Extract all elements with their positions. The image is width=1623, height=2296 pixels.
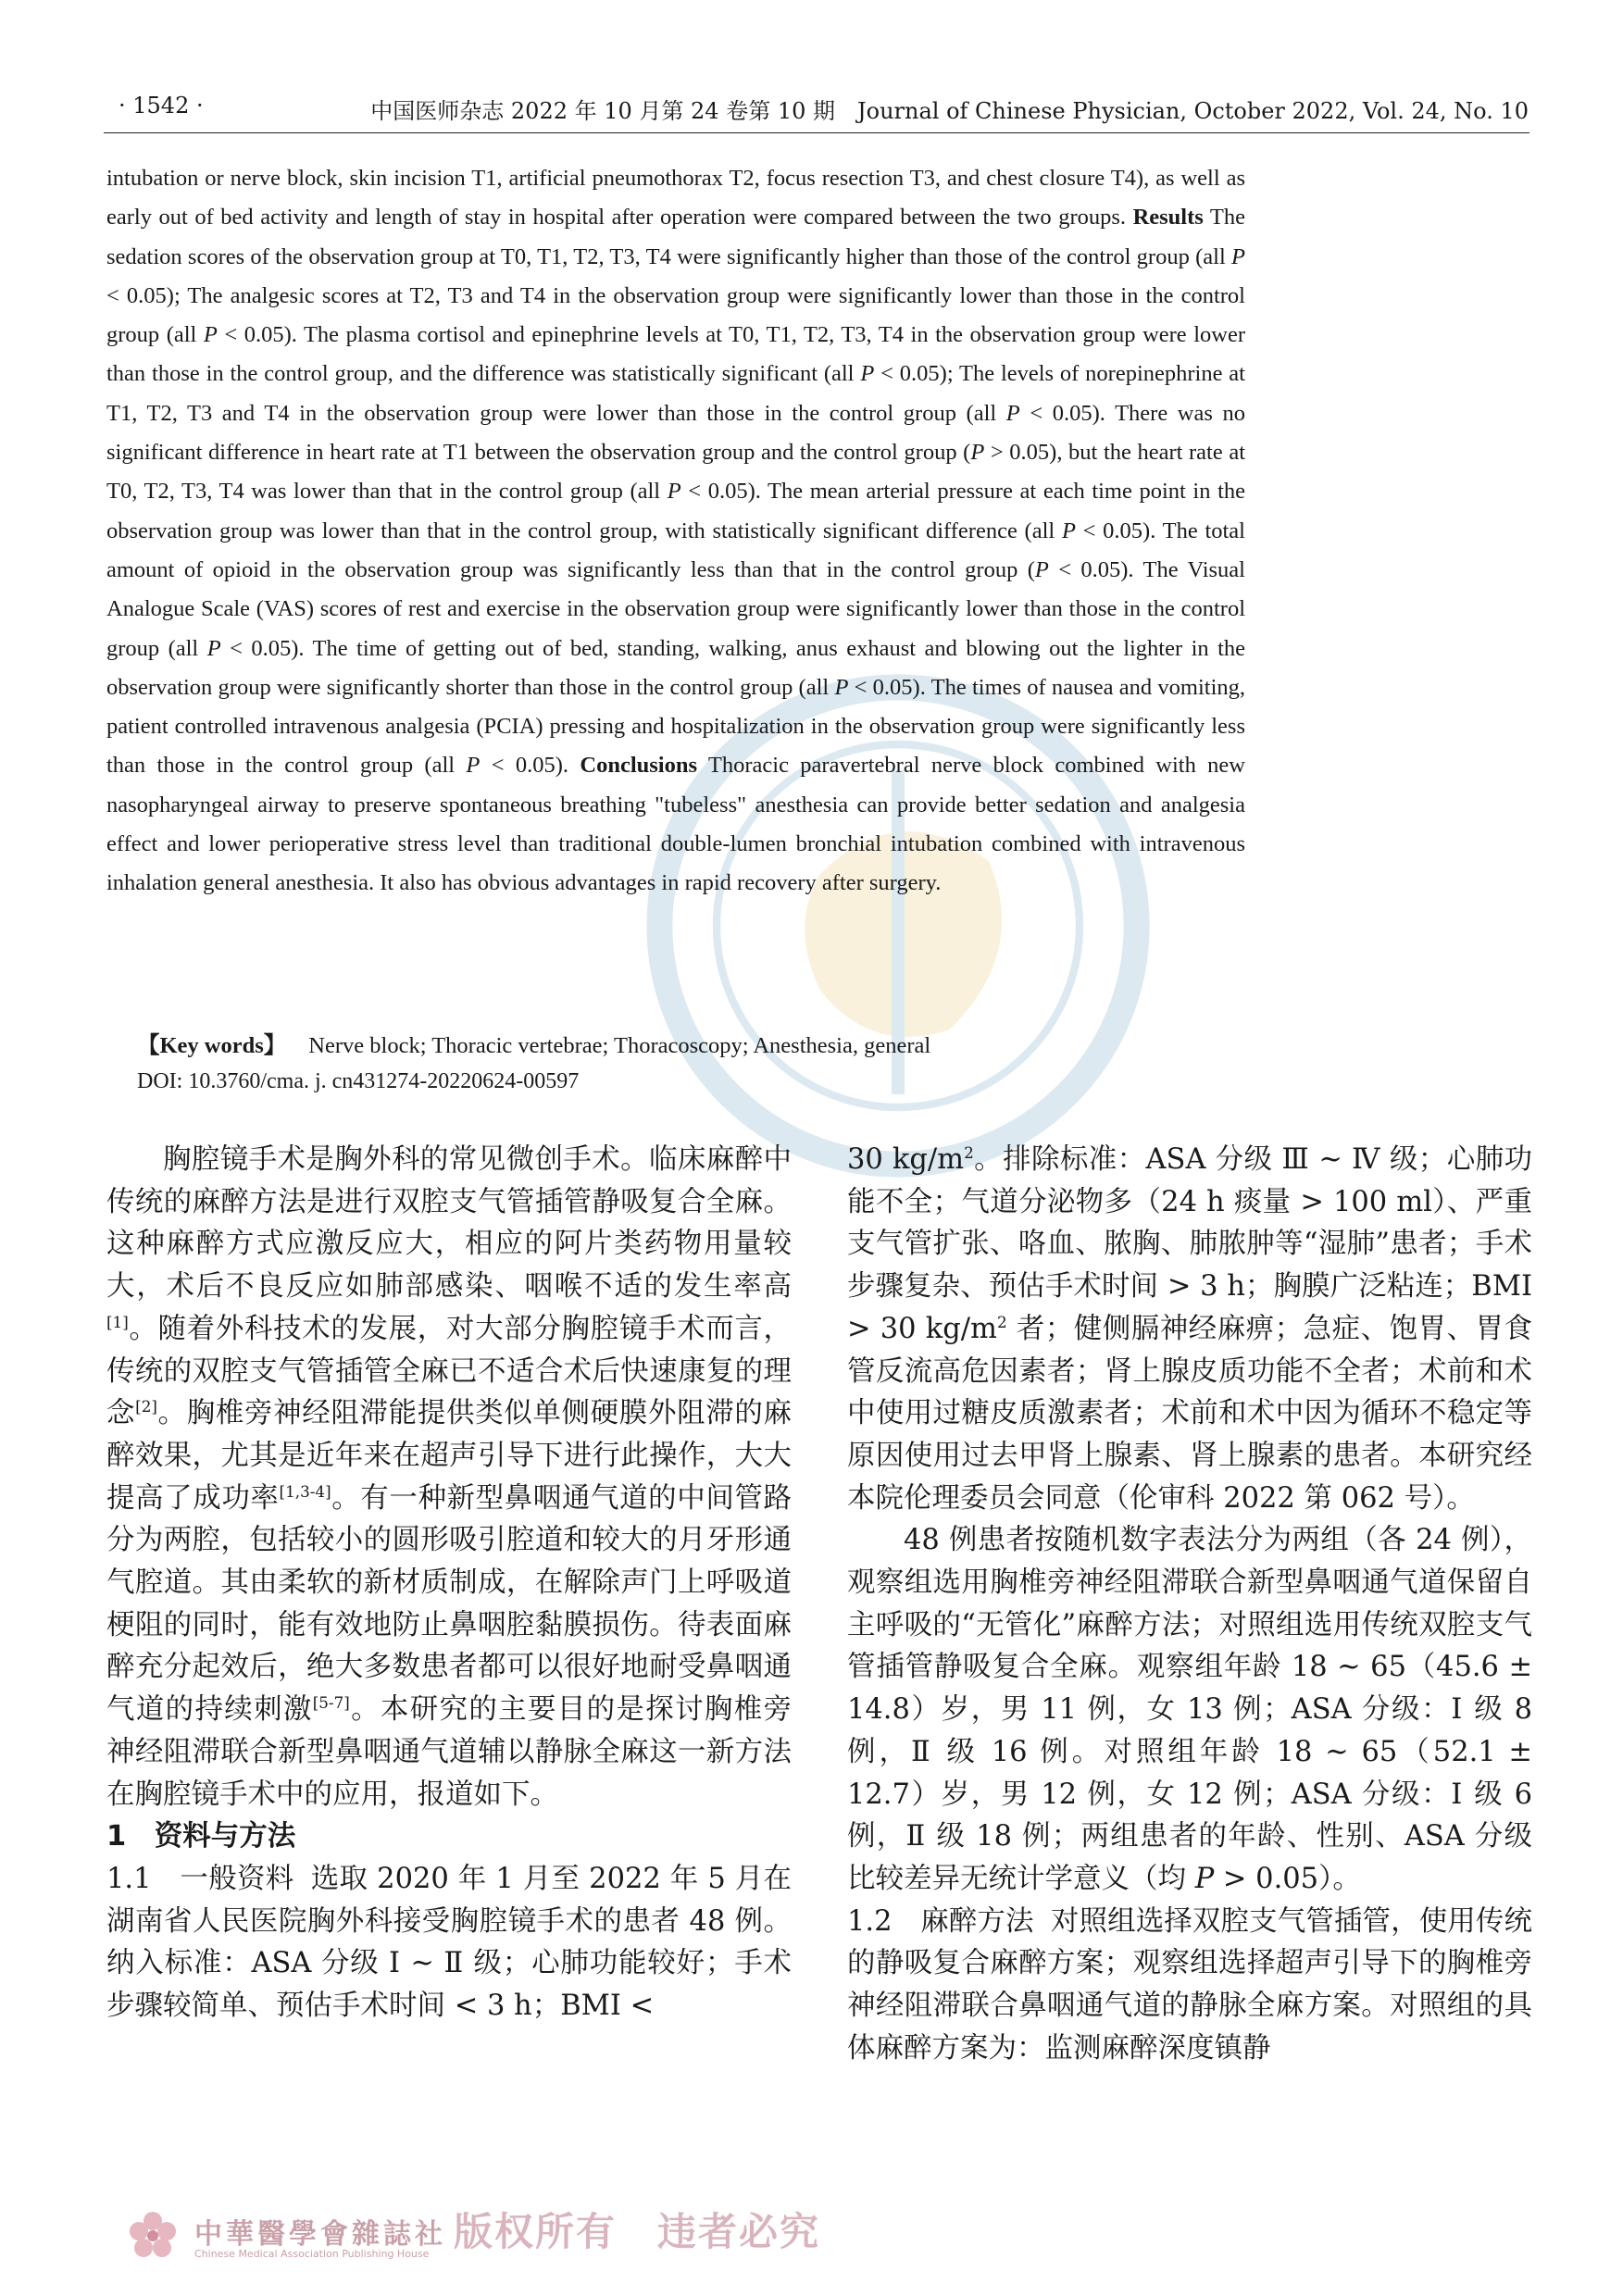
keywords-label: 【Key words】 xyxy=(137,1033,287,1058)
conclusions-label: Conclusions xyxy=(580,753,698,779)
keywords-line xyxy=(137,1028,930,1060)
publisher-name-english: Chinese Medical Association Publishing House xyxy=(194,2248,430,2260)
subsection-general-info: 1.1 一般资料 选取 2020 年 1 月至 2022 年 5 月在湖南省人民医院胸外科接受胸腔镜手术的患者 48 例。纳入标准：ASA 分级 Ⅰ ~ Ⅱ 级；心肺功能较好；手术步骤较简单、预估手术时间 < 3 h；BMI < xyxy=(106,1862,792,2023)
body-column-left xyxy=(106,1139,792,2028)
header-rule xyxy=(104,132,1529,133)
intro-paragraph: 胸腔镜手术是胸外科的常见微创手术。临床麻醉中传统的麻醉方法是进行双腔支气管插管静吸复合全麻。这种麻醉方式应激反应大，相应的阿片类药物用量较大，术后不良反应如肺部感染、咽喉不适的发生率高[1]。随着外科技术的发展，对大部分胸腔镜手术而言，传统的双腔支气管插管全麻已不适合术后快速康复的理念[2]。胸椎旁神经阻滞能提供类似单侧硬膜外阻滞的麻醉效果，尤其是近年来在超声引导下进行此操作，大大提高了成功率[1,3-4]。有一种新型鼻咽通气道的中间管路分为两腔，包括较小的圆形吸引腔道和较大的月牙形通气腔道。其由柔软的新材质制成，在解除声门上呼吸道梗阻的同时，能有效地防止鼻咽腔黏膜损伤。待表面麻醉充分起效后，绝大多数患者都可以很好地耐受鼻咽通气道的持续刺激[5-7]。本研究的主要目的是探讨胸椎旁神经阻滞联合新型鼻咽通气道辅以静脉全麻这一新方法在胸腔镜手术中的应用，报道如下。 xyxy=(106,1143,793,1811)
section-heading-methods: 1 资料与方法 xyxy=(106,1820,296,1853)
keywords-text: Nerve block; Thoracic vertebrae; Thoracoscopy; Anesthesia, general xyxy=(308,1033,931,1058)
doi-line: DOI: 10.3760/cma. j. cn431274-20220624-00597 xyxy=(137,1069,580,1093)
running-header: 中国医师杂志 2022 年 10 月第 24 卷第 10 期 Journal of Chinese Physician, October 2022, Vol. 24, No. 10 xyxy=(370,98,1529,124)
exclusion-criteria-paragraph: 30 $kg/m^2$。排除标准：ASA 分级 Ⅲ ~ Ⅳ 级；心肺功能不全；气道分泌物多（24 h 痰量 > 100 ml）、严重支气管扩张、咯血、脓胸、肺脓肿等“湿肺”患者；手术步骤复杂、预估手术时间 > 3 h；胸膜广泛粘连；BMI > 30 $kg/m^2$ 者；健侧膈神经麻痹；急症、饱胃、胃食管反流高危因素者；肾上腺皮质功能不全者；术前和术中使用过糖皮质激素者；术前和术中因为循环不稳定等原因使用过去甲肾上腺素、肾上腺素的患者。本研究经本院伦理委员会同意（伦审科 2022 第 062 号）。 xyxy=(847,1142,1532,1515)
subsection-anesthesia-method: 1.2 麻醉方法 对照组选择双腔支气管插管，使用传统的静吸复合麻醉方案；观察组选择超声引导下的胸椎旁神经阻滞联合鼻咽通气道的静脉全麻方案。对照组的具体麻醉方案为：监测麻醉深度镇静 xyxy=(847,1904,1532,2065)
results-label: Results xyxy=(1132,205,1204,231)
abstract-english: intubation or nerve block, skin incision T1, artificial pneumothorax T2, focus resection T3, and chest closure T4), as well as early out of bed activity and length of stay in hospital after operation were compared between the two groups. Results The sedation scores of the observation group at T0, T1, T2, T3, T4 were significantly higher than those of the control group (all P < 0.05); The analgesic scores at T2, T3 and T4 in the observation group were significantly lower than those in the control group (all P < 0.05). The plasma cortisol and epinephrine levels at T0, T1, T2, T3, T4 in the observation group were lower than those in the control group, and the difference was statistically significant (all P < 0.05); The levels of norepinephrine at T1, T2, T3 and T4 in the observation group were lower than those in the control group (all P < 0.05). There was no significant difference in heart rate at T1 between the observation group and the control group (P > 0.05), but the heart rate at T0, T2, T3, T4 was lower than that in the control group (all P < 0.05). The mean arterial pressure at each time point in the observation group was lower than that in the control group, with statistically significant difference (all P < 0.05). The total amount of opioid in the observation group was significantly less than that in the control group (P < 0.05). The Visual Analogue Scale (VAS) scores of rest and exercise in the observation group were significantly lower than those in the control group (all P < 0.05). The time of getting out of bed, standing, walking, anus exhaust and blowing out the lighter in the observation group were significantly shorter than those in the control group (all P < 0.05). The times of nausea and vomiting, patient controlled intravenous analgesia (PCIA) pressing and hospitalization in the observation group were significantly less than those in the control group (all P < 0.05). Conclusions Thoracic paravertebral nerve block combined with new nasopharyngeal airway to preserve spontaneous breathing "tubeless" anesthesia can provide better sedation and analgesia effect and lower perioperative stress level than traditional double-lumen bronchial intubation combined with intravenous inhalation general anesthesia. It also has obvious advantages in rapid recovery after surgery. xyxy=(106,166,1246,896)
publisher-logo-icon xyxy=(125,2208,181,2264)
publisher-name: 中華醫學會雜誌社 xyxy=(194,2218,446,2251)
grouping-paragraph: 48 例患者按随机数字表法分为两组（各 24 例），观察组选用胸椎旁神经阻滞联合新型鼻咽通气道保留自主呼吸的“无管化”麻醉方法；对照组选用传统双腔支气管插管静吸复合全麻。观察组年龄 18 ~ 65（45.6 ± 14.8）岁，男 11 例，女 13 例；ASA 分级：Ⅰ 级 8 例，Ⅱ 级 16 例。对照组年龄 18 ~ 65（52.1 ± 12.7）岁，男 12 例，女 12 例；ASA 分级：Ⅰ 级 6 例，Ⅱ 级 18 例；两组患者的年龄、性别、ASA 分级比较差异无统计学意义（均 P > 0.05）。 xyxy=(847,1524,1532,1895)
page-number: · 1542 · xyxy=(119,93,204,119)
copyright-notice: 版权所有 违者必究 xyxy=(454,2209,821,2254)
body-column-right xyxy=(847,1139,1532,2069)
